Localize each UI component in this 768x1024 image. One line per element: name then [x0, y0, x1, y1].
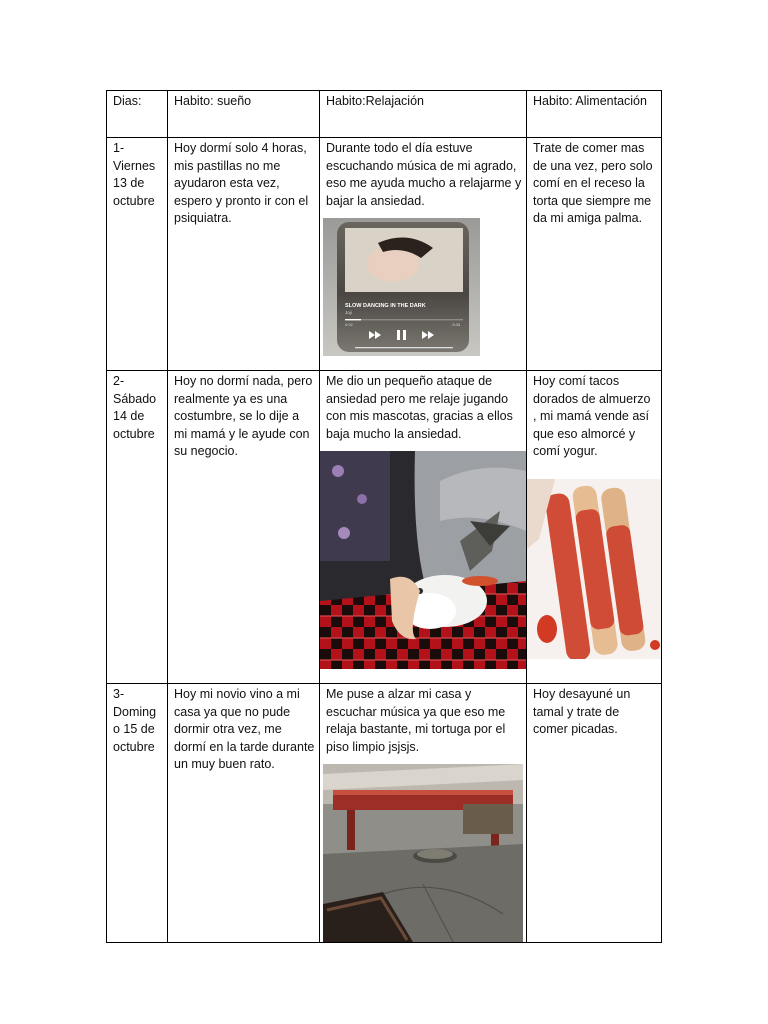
song-artist: Joji: [345, 310, 352, 315]
music-player-photo: [323, 218, 526, 356]
time-end: -3:33: [451, 322, 461, 327]
header-cell-relajacion: [320, 91, 527, 138]
turtle-floor-photo: [323, 764, 526, 942]
relajacion-text: Me dio un pequeño ataque de ansiedad pero me relaje jugando con mis mascotas, gracias a ellos baja mucho la ansiedad.: [326, 374, 513, 441]
alimentacion-text: Trate de comer mas de una vez, pero solo comí en el receso la torta que siempre me da mi amiga palma.: [533, 141, 653, 225]
song-title: SLOW DANCING IN THE DARK: [345, 303, 426, 309]
day-cell: [107, 684, 168, 943]
table-row: [107, 138, 662, 371]
header-sueno: Habito: sueño: [174, 94, 252, 108]
alimentacion-text: Hoy desayuné un tamal y trate de comer picadas.: [533, 687, 631, 736]
day-label: 3- Doming o 15 de octubre: [113, 687, 157, 754]
habits-table: [106, 90, 662, 943]
pets-photo: [320, 451, 526, 669]
header-row: [107, 91, 662, 138]
alimentacion-cell: [527, 371, 662, 684]
sueno-text: Hoy no dormí nada, pero realmente ya es una costumbre, se lo dije a mi mamá y le ayude con su negocio.: [174, 374, 313, 458]
sueno-text: Hoy mi novio vino a mi casa ya que no pude dormir otra vez, me dormí en la tarde durante un muy buen rato.: [174, 687, 315, 771]
header-dias: Dias:: [113, 94, 142, 108]
relajacion-cell: [320, 684, 527, 943]
day-cell: [107, 138, 168, 371]
sueno-cell: [168, 371, 320, 684]
header-alimentacion: Habito: Alimentación: [533, 94, 647, 108]
alimentacion-cell: [527, 684, 662, 943]
header-cell-dias: [107, 91, 168, 138]
alimentacion-cell: [527, 138, 662, 371]
table-row: [107, 371, 662, 684]
alimentacion-text: Hoy comí tacos dorados de almuerzo , mi mamá vende así que eso almorcé y comí yogur.: [533, 374, 651, 458]
sueno-cell: [168, 684, 320, 943]
header-cell-alimentacion: [527, 91, 662, 138]
sueno-cell: [168, 138, 320, 371]
header-relajacion: Habito:Relajación: [326, 94, 424, 108]
relajacion-cell: [320, 138, 527, 371]
time-start: 0:02: [345, 322, 353, 327]
table-row: [107, 684, 662, 943]
header-cell-sueno: [168, 91, 320, 138]
tacos-photo: [527, 479, 661, 659]
day-label: 1- Viernes 13 de octubre: [113, 141, 156, 208]
relajacion-cell: [320, 371, 527, 684]
day-cell: [107, 371, 168, 684]
relajacion-text: Me puse a alzar mi casa y escuchar música ya que eso me relaja bastante, mi tortuga por el piso limpio jsjsjs.: [326, 687, 506, 754]
sueno-text: Hoy dormí solo 4 horas, mis pastillas no me ayudaron esta vez, espero y pronto ir con el psiquiatra.: [174, 141, 309, 225]
relajacion-text: Durante todo el día estuve escuchando música de mi agrado, eso me ayuda mucho a relajarme y bajar la ansiedad.: [326, 141, 522, 208]
day-label: 2- Sábado 14 de octubre: [113, 374, 157, 441]
